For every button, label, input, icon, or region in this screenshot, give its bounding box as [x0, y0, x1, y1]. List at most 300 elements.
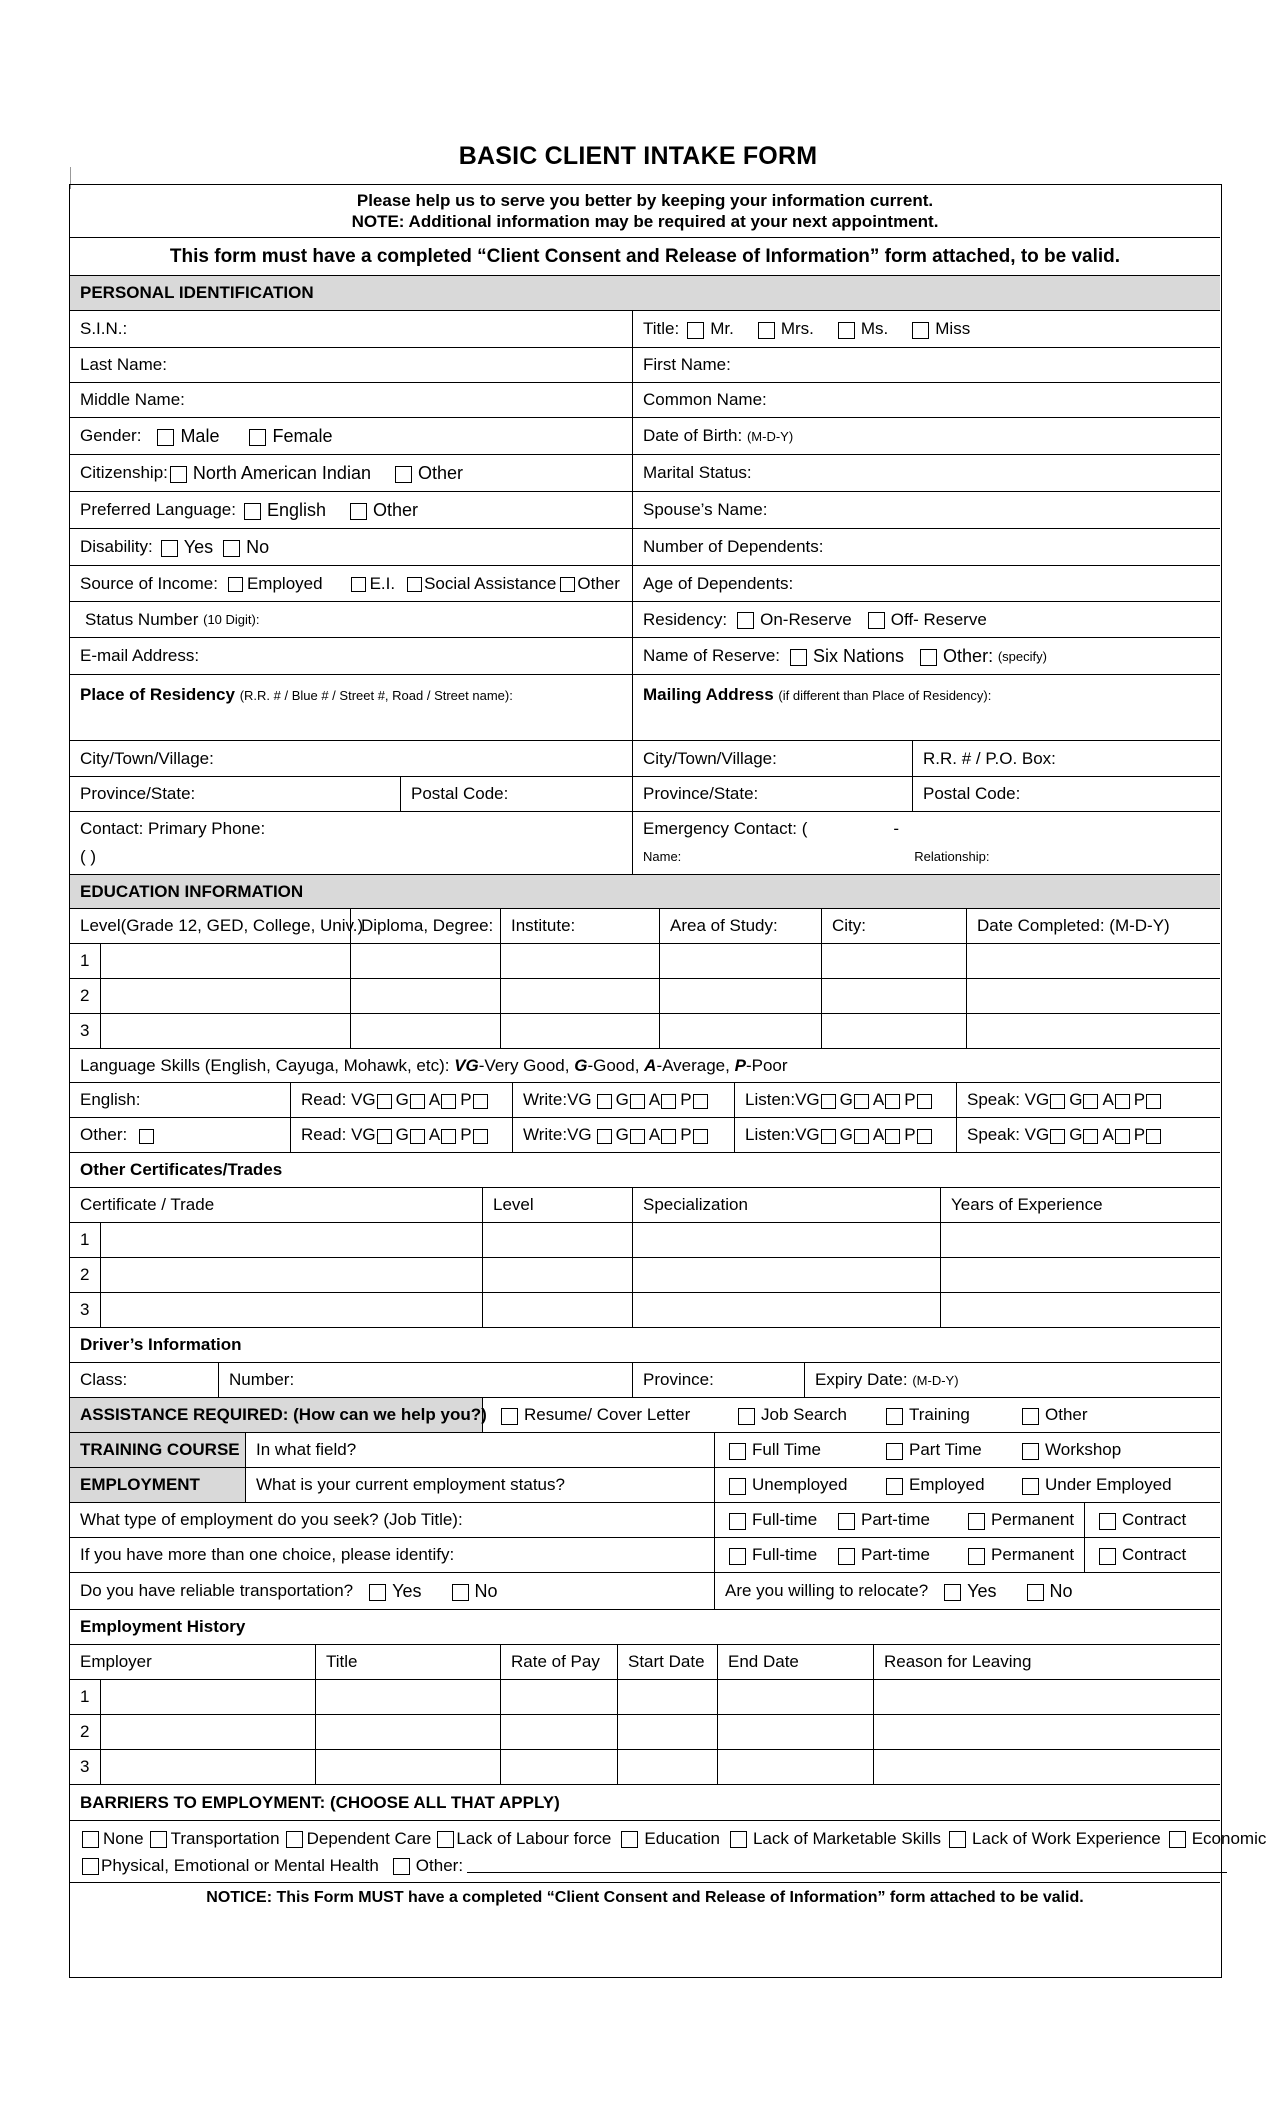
education-header-row — [70, 875, 1220, 909]
choice-part-time-checkbox[interactable] — [838, 1548, 855, 1565]
barrier-work-experience-label: Lack of Work Experience — [972, 1828, 1161, 1848]
spouse-label: Spouse’s Name: — [643, 500, 768, 519]
mailing-postal-code-label: Postal Code: — [923, 784, 1021, 803]
barriers-header-row — [70, 1785, 1220, 1821]
edu-diploma-cell[interactable] — [350, 979, 500, 1013]
income-other-checkbox[interactable] — [560, 577, 575, 592]
cert-level-cell[interactable] — [482, 1258, 632, 1292]
edu-institute-cell[interactable] — [500, 944, 659, 978]
sin-field[interactable] — [70, 311, 632, 347]
barrier-dependent-care-checkbox[interactable] — [286, 1831, 303, 1848]
edu-level-cell[interactable] — [100, 1014, 350, 1048]
cert-trade-cell[interactable] — [100, 1293, 482, 1327]
choice-contract-option — [1084, 1538, 1220, 1572]
read-g-checkbox[interactable] — [410, 1129, 425, 1144]
cert-specialization-cell[interactable] — [632, 1258, 940, 1292]
citizenship-other-checkbox[interactable] — [395, 466, 412, 483]
city-field[interactable] — [70, 741, 632, 776]
listen-vg-checkbox[interactable] — [821, 1129, 836, 1144]
speak-g-checkbox[interactable] — [1083, 1129, 1098, 1144]
employment-status-question — [245, 1468, 714, 1502]
cert-trade-cell[interactable] — [100, 1258, 482, 1292]
assistance-row — [70, 1398, 1220, 1433]
miss-checkbox[interactable] — [912, 322, 929, 339]
dependents-field[interactable] — [632, 529, 1220, 565]
g-label: G — [839, 1090, 853, 1109]
edu-city-cell[interactable] — [821, 944, 966, 978]
part-time-label: Part Time — [909, 1440, 982, 1459]
reserve-field — [632, 638, 1220, 674]
north-american-indian-checkbox[interactable] — [170, 466, 187, 483]
edu-row-number: 3 — [80, 1021, 90, 1040]
write-g-checkbox[interactable] — [630, 1094, 645, 1109]
education-columns-row — [70, 909, 1220, 944]
contact-row — [70, 812, 1220, 875]
cert-years-cell[interactable] — [940, 1258, 1220, 1292]
male-label: Male — [180, 425, 220, 446]
edu-city-cell[interactable] — [821, 979, 966, 1013]
g-label: G — [839, 1125, 853, 1144]
transport-yes-checkbox[interactable] — [369, 1584, 386, 1601]
edu-institute-cell[interactable] — [500, 1014, 659, 1048]
intake-form — [69, 184, 1267, 1978]
cert-specialization-cell[interactable] — [632, 1293, 940, 1327]
edu-date-cell[interactable] — [966, 979, 1220, 1013]
barrier-labour-force-checkbox[interactable] — [437, 1831, 454, 1848]
barrier-economic-checkbox[interactable] — [1169, 1831, 1186, 1848]
assist-other-checkbox[interactable] — [1022, 1408, 1039, 1425]
seek-permanent-checkbox[interactable] — [968, 1513, 985, 1530]
spouse-field[interactable] — [632, 492, 1220, 528]
listen-a-checkbox[interactable] — [885, 1094, 900, 1109]
hist-row-number: 2 — [80, 1722, 90, 1741]
miss-label: Miss — [935, 319, 971, 338]
barriers-header: BARRIERS TO EMPLOYMENT: (CHOOSE ALL THAT APPLY) — [80, 1792, 560, 1812]
choice-part-time-label: Part-time — [861, 1545, 930, 1564]
a-label: A — [428, 1125, 441, 1144]
full-time-label: Full Time — [752, 1440, 821, 1459]
certificate-row-2 — [70, 1258, 1220, 1293]
seek-employment-question[interactable] — [70, 1503, 714, 1537]
employment-status-label: What is your current employment status? — [256, 1475, 565, 1494]
workshop-checkbox[interactable] — [1022, 1443, 1039, 1460]
language-skills-row — [70, 1049, 1220, 1083]
write-vg-checkbox[interactable] — [597, 1129, 612, 1144]
other-write — [512, 1118, 734, 1152]
mailing-address-field[interactable] — [632, 675, 1220, 740]
workshop-label: Workshop — [1045, 1440, 1122, 1459]
seek-full-time-checkbox[interactable] — [729, 1513, 746, 1530]
disability-yes-checkbox[interactable] — [161, 540, 178, 557]
status-number-label: Status Number — [85, 609, 199, 629]
under-employed-option — [998, 1468, 1220, 1502]
other-read — [290, 1118, 512, 1152]
middle-name-row — [70, 383, 1220, 418]
speak-g-checkbox[interactable] — [1083, 1094, 1098, 1109]
speak-vg-checkbox[interactable] — [1050, 1094, 1065, 1109]
speak-p-checkbox[interactable] — [1146, 1094, 1161, 1109]
cert-col-trade: Certificate / Trade — [80, 1195, 215, 1214]
seek-employment-label: What type of employment do you seek? (Job Title): — [80, 1510, 463, 1529]
barrier-none-checkbox[interactable] — [82, 1831, 99, 1848]
disability-no-checkbox[interactable] — [223, 540, 240, 557]
license-class-label: Class: — [80, 1370, 128, 1389]
g-label: G — [615, 1125, 629, 1144]
relocate-yes-label: Yes — [967, 1580, 997, 1601]
reserve-other-checkbox[interactable] — [920, 649, 937, 666]
rr-po-box-field[interactable] — [912, 741, 1220, 776]
edu-date-cell[interactable] — [966, 1014, 1220, 1048]
transport-no-label: No — [474, 1580, 498, 1601]
speak-label: Speak: VG — [967, 1090, 1050, 1109]
mailing-postal-code-field[interactable] — [912, 777, 1220, 811]
cert-level-cell[interactable] — [482, 1223, 632, 1257]
education-row-1 — [70, 944, 1220, 979]
email-field[interactable] — [70, 638, 632, 674]
phone-parens: ( ) — [80, 847, 97, 866]
read-a-checkbox[interactable] — [441, 1094, 456, 1109]
english-skills-row — [70, 1083, 1220, 1118]
seek-permanent-label: Permanent — [991, 1510, 1075, 1529]
relocate-no-checkbox[interactable] — [1027, 1584, 1044, 1601]
a-label: A — [1102, 1125, 1114, 1144]
dob-field[interactable] — [632, 418, 1220, 454]
barrier-work-experience-checkbox[interactable] — [949, 1831, 966, 1848]
relocate-question — [714, 1573, 1220, 1609]
p-label: P — [460, 1090, 472, 1109]
choice-full-time-checkbox[interactable] — [729, 1548, 746, 1565]
hist-title-cell[interactable] — [315, 1715, 500, 1749]
hist-start-cell[interactable] — [617, 1680, 717, 1714]
employed-checkbox[interactable] — [228, 577, 243, 592]
unemployed-checkbox[interactable] — [729, 1478, 746, 1495]
speak-p-checkbox[interactable] — [1146, 1129, 1161, 1144]
hist-reason-cell[interactable] — [873, 1680, 1220, 1714]
citizenship-label: Citizenship: — [80, 463, 168, 482]
language-row — [70, 492, 1220, 529]
g-label: G — [395, 1090, 409, 1109]
hist-col-title: Title — [315, 1645, 500, 1679]
reserve-other-label: Other: — [943, 645, 994, 666]
mr-checkbox[interactable] — [687, 322, 704, 339]
write-vg-checkbox[interactable] — [597, 1094, 612, 1109]
second-choice-label: If you have more than one choice, please identify: — [80, 1545, 455, 1564]
education-header: EDUCATION INFORMATION — [80, 881, 304, 901]
assist-job-search-option — [714, 1398, 862, 1432]
language-skills-legend — [70, 1049, 1220, 1082]
employment-status-row — [70, 1468, 1220, 1503]
hist-rate-cell[interactable] — [500, 1750, 617, 1784]
off-reserve-checkbox[interactable] — [868, 612, 885, 629]
seek-contract-checkbox[interactable] — [1099, 1513, 1116, 1530]
ei-checkbox[interactable] — [351, 577, 366, 592]
cert-level-cell[interactable] — [482, 1293, 632, 1327]
six-nations-label: Six Nations — [813, 645, 905, 666]
first-name-field[interactable] — [632, 348, 1220, 382]
common-name-field[interactable] — [632, 383, 1220, 417]
read-label: Read: VG — [301, 1090, 376, 1109]
hist-rate-cell[interactable] — [500, 1715, 617, 1749]
hist-reason-cell[interactable] — [873, 1715, 1220, 1749]
seek-part-time-checkbox[interactable] — [838, 1513, 855, 1530]
edu-area-cell[interactable] — [659, 944, 821, 978]
hist-employer-cell[interactable] — [100, 1715, 315, 1749]
last-name-label: Last Name: — [80, 355, 167, 374]
license-class-field[interactable] — [70, 1363, 218, 1397]
hist-employer-cell[interactable] — [100, 1750, 315, 1784]
relocate-no-label: No — [1049, 1580, 1073, 1601]
english-label: English — [266, 499, 326, 520]
hist-col-rate: Rate of Pay — [500, 1645, 617, 1679]
seek-part-time-label: Part-time — [861, 1510, 930, 1529]
choice-full-time-option — [714, 1538, 824, 1572]
social-assistance-checkbox[interactable] — [407, 577, 422, 592]
six-nations-checkbox[interactable] — [790, 649, 807, 666]
gender-field — [70, 418, 632, 454]
male-checkbox[interactable] — [157, 429, 174, 446]
read-p-checkbox[interactable] — [473, 1129, 488, 1144]
primary-phone-field[interactable] — [70, 812, 632, 874]
female-label: Female — [272, 425, 333, 446]
edu-row-number: 2 — [80, 986, 90, 1005]
a-label: A — [872, 1125, 885, 1144]
language-other-checkbox[interactable] — [350, 503, 367, 520]
write-a-checkbox[interactable] — [661, 1129, 676, 1144]
seek-contract-label: Contract — [1122, 1510, 1187, 1529]
g-label: G — [395, 1125, 409, 1144]
edu-area-cell[interactable] — [659, 1014, 821, 1048]
education-row-2 — [70, 979, 1220, 1014]
reserve-label: Name of Reserve: — [643, 646, 780, 665]
edu-level-cell[interactable] — [100, 944, 350, 978]
cert-trade-cell[interactable] — [100, 1223, 482, 1257]
postal-code-label: Postal Code: — [411, 784, 509, 803]
disability-row — [70, 529, 1220, 566]
english-read — [290, 1083, 512, 1117]
edu-diploma-cell[interactable] — [350, 944, 500, 978]
english-write — [512, 1083, 734, 1117]
read-a-checkbox[interactable] — [441, 1129, 456, 1144]
ms-label: Ms. — [860, 319, 889, 338]
write-a-checkbox[interactable] — [661, 1094, 676, 1109]
full-time-checkbox[interactable] — [729, 1443, 746, 1460]
intro-text — [70, 185, 1220, 237]
postal-code-field[interactable] — [400, 777, 632, 811]
barrier-transportation-label: Transportation — [170, 1828, 280, 1848]
other-language-checkbox[interactable] — [139, 1129, 154, 1144]
speak-a-checkbox[interactable] — [1115, 1129, 1130, 1144]
intro-line-2: NOTE: Additional information may be required at your next appointment. — [351, 212, 939, 231]
edu-col-city: City: — [821, 909, 966, 943]
female-checkbox[interactable] — [249, 429, 266, 446]
resume-checkbox[interactable] — [501, 1408, 518, 1425]
seek-full-time-option — [714, 1503, 824, 1537]
disability-field — [70, 529, 632, 565]
read-g-checkbox[interactable] — [410, 1094, 425, 1109]
cert-years-cell[interactable] — [940, 1223, 1220, 1257]
income-field — [70, 566, 632, 601]
english-checkbox[interactable] — [244, 503, 261, 520]
transportation-question — [70, 1573, 714, 1609]
job-search-checkbox[interactable] — [738, 1408, 755, 1425]
age-dependents-field[interactable] — [632, 566, 1220, 601]
cert-row-number: 2 — [80, 1265, 90, 1284]
personal-header: PERSONAL IDENTIFICATION — [80, 283, 314, 302]
ms-checkbox[interactable] — [838, 322, 855, 339]
edu-level-cell[interactable] — [100, 979, 350, 1013]
full-time-option — [714, 1433, 862, 1467]
resume-label: Resume/ Cover Letter — [524, 1405, 691, 1424]
mailing-city-field[interactable] — [632, 741, 912, 776]
license-number-label: Number: — [229, 1370, 295, 1389]
title-field — [632, 311, 1220, 347]
hist-rate-cell[interactable] — [500, 1680, 617, 1714]
emergency-contact-field[interactable] — [632, 812, 1220, 874]
license-province-label: Province: — [643, 1370, 714, 1389]
unemployed-label: Unemployed — [752, 1475, 848, 1494]
lang-g-text: -Good, — [587, 1055, 640, 1075]
training-field-label: In what field? — [256, 1440, 357, 1459]
hist-start-cell[interactable] — [617, 1750, 717, 1784]
edu-date-cell[interactable] — [966, 944, 1220, 978]
edu-row-number: 1 — [80, 951, 90, 970]
part-time-checkbox[interactable] — [886, 1443, 903, 1460]
intro-row — [70, 185, 1220, 238]
barrier-marketable-skills-checkbox[interactable] — [730, 1831, 747, 1848]
listen-label: Listen:VG — [745, 1090, 820, 1109]
hist-title-cell[interactable] — [315, 1750, 500, 1784]
barrier-education-label: Education — [644, 1828, 720, 1848]
certificates-header-row — [70, 1153, 1220, 1188]
on-reserve-label: On-Reserve — [760, 609, 852, 629]
other-language-label: Other: — [80, 1125, 128, 1144]
license-expiry-field[interactable] — [804, 1363, 1220, 1397]
listen-a-checkbox[interactable] — [885, 1129, 900, 1144]
income-label: Source of Income: — [80, 573, 218, 593]
barrier-other-checkbox[interactable] — [393, 1858, 410, 1875]
mailing-province-field[interactable] — [632, 777, 912, 811]
read-p-checkbox[interactable] — [473, 1094, 488, 1109]
emergency-contact-label: Emergency Contact: ( — [643, 819, 808, 838]
listen-p-checkbox[interactable] — [917, 1094, 932, 1109]
language-field — [70, 492, 632, 528]
barrier-transportation-checkbox[interactable] — [150, 1831, 167, 1848]
middle-name-field[interactable] — [70, 383, 632, 417]
training-course-row — [70, 1433, 1220, 1468]
license-number-field[interactable] — [218, 1363, 632, 1397]
language-label: Preferred Language: — [80, 500, 236, 519]
listen-g-checkbox[interactable] — [854, 1094, 869, 1109]
read-vg-checkbox[interactable] — [377, 1094, 392, 1109]
training-field-question[interactable] — [245, 1433, 714, 1467]
transport-relocate-row — [70, 1573, 1220, 1610]
cert-years-cell[interactable] — [940, 1293, 1220, 1327]
social-assistance-label: Social Assistance — [424, 573, 557, 593]
p-label: P — [680, 1090, 692, 1109]
primary-phone-label: Contact: Primary Phone: — [80, 819, 266, 838]
lang-p-text: -Poor — [745, 1055, 788, 1075]
edu-diploma-cell[interactable] — [350, 1014, 500, 1048]
barrier-health-checkbox[interactable] — [82, 1858, 99, 1875]
income-row — [70, 566, 1220, 602]
cert-row-number: 3 — [80, 1300, 90, 1319]
write-g-checkbox[interactable] — [630, 1129, 645, 1144]
ei-label: E.I. — [369, 573, 396, 593]
second-choice-question[interactable] — [70, 1538, 714, 1572]
hist-col-employer: Employer — [80, 1652, 152, 1671]
last-name-field[interactable] — [70, 348, 632, 382]
marital-status-field[interactable] — [632, 455, 1220, 491]
choice-permanent-checkbox[interactable] — [968, 1548, 985, 1565]
province-field[interactable] — [70, 777, 400, 811]
speak-a-checkbox[interactable] — [1115, 1094, 1130, 1109]
certificates-header: Other Certificates/Trades — [80, 1160, 283, 1179]
license-expiry-label: Expiry Date: — [815, 1370, 908, 1389]
choice-contract-label: Contract — [1122, 1545, 1187, 1564]
write-p-checkbox[interactable] — [693, 1129, 708, 1144]
edu-area-cell[interactable] — [659, 979, 821, 1013]
listen-label: Listen:VG — [745, 1125, 820, 1144]
under-employed-label: Under Employed — [1045, 1475, 1172, 1494]
relocate-yes-checkbox[interactable] — [944, 1584, 961, 1601]
on-reserve-checkbox[interactable] — [737, 612, 754, 629]
speak-vg-checkbox[interactable] — [1050, 1129, 1065, 1144]
barrier-other-input[interactable] — [467, 1858, 1227, 1873]
assist-resume-option — [482, 1398, 714, 1432]
listen-p-checkbox[interactable] — [917, 1129, 932, 1144]
hist-title-cell[interactable] — [315, 1680, 500, 1714]
employment-employed-checkbox[interactable] — [886, 1478, 903, 1495]
license-province-field[interactable] — [632, 1363, 804, 1397]
choice-contract-checkbox[interactable] — [1099, 1548, 1116, 1565]
status-number-field[interactable] — [70, 602, 632, 637]
email-row — [70, 638, 1220, 675]
disability-no-label: No — [246, 536, 270, 557]
barrier-education-checkbox[interactable] — [621, 1831, 638, 1848]
barrier-labour-force-label: Lack of Labour force — [456, 1828, 612, 1848]
hist-end-cell[interactable] — [717, 1750, 873, 1784]
under-employed-checkbox[interactable] — [1022, 1478, 1039, 1495]
workshop-option — [998, 1433, 1220, 1467]
hist-end-cell[interactable] — [717, 1715, 873, 1749]
hist-reason-cell[interactable] — [873, 1750, 1220, 1784]
hist-end-cell[interactable] — [717, 1680, 873, 1714]
residency-label: Residency: — [643, 609, 728, 629]
cert-col-years: Years of Experience — [940, 1188, 1220, 1222]
history-columns-row — [70, 1645, 1220, 1680]
listen-g-checkbox[interactable] — [854, 1129, 869, 1144]
lang-a: A — [644, 1055, 657, 1075]
edu-institute-cell[interactable] — [500, 979, 659, 1013]
listen-vg-checkbox[interactable] — [821, 1094, 836, 1109]
read-vg-checkbox[interactable] — [377, 1129, 392, 1144]
edu-col-level: Level(Grade 12, GED, College, Univ.) — [80, 916, 364, 935]
employment-label: EMPLOYMENT — [70, 1468, 245, 1502]
cert-col-specialization: Specialization — [632, 1188, 940, 1222]
hist-start-cell[interactable] — [617, 1715, 717, 1749]
hist-employer-cell[interactable] — [100, 1680, 315, 1714]
mailing-province-label: Province/State: — [643, 784, 759, 803]
city-row — [70, 741, 1220, 777]
training-checkbox[interactable] — [886, 1408, 903, 1425]
place-of-residency-field[interactable] — [70, 675, 632, 740]
cert-specialization-cell[interactable] — [632, 1223, 940, 1257]
write-p-checkbox[interactable] — [693, 1094, 708, 1109]
edu-city-cell[interactable] — [821, 1014, 966, 1048]
mrs-checkbox[interactable] — [758, 322, 775, 339]
transport-no-checkbox[interactable] — [452, 1584, 469, 1601]
training-course-label: TRAINING COURSE — [70, 1433, 245, 1467]
